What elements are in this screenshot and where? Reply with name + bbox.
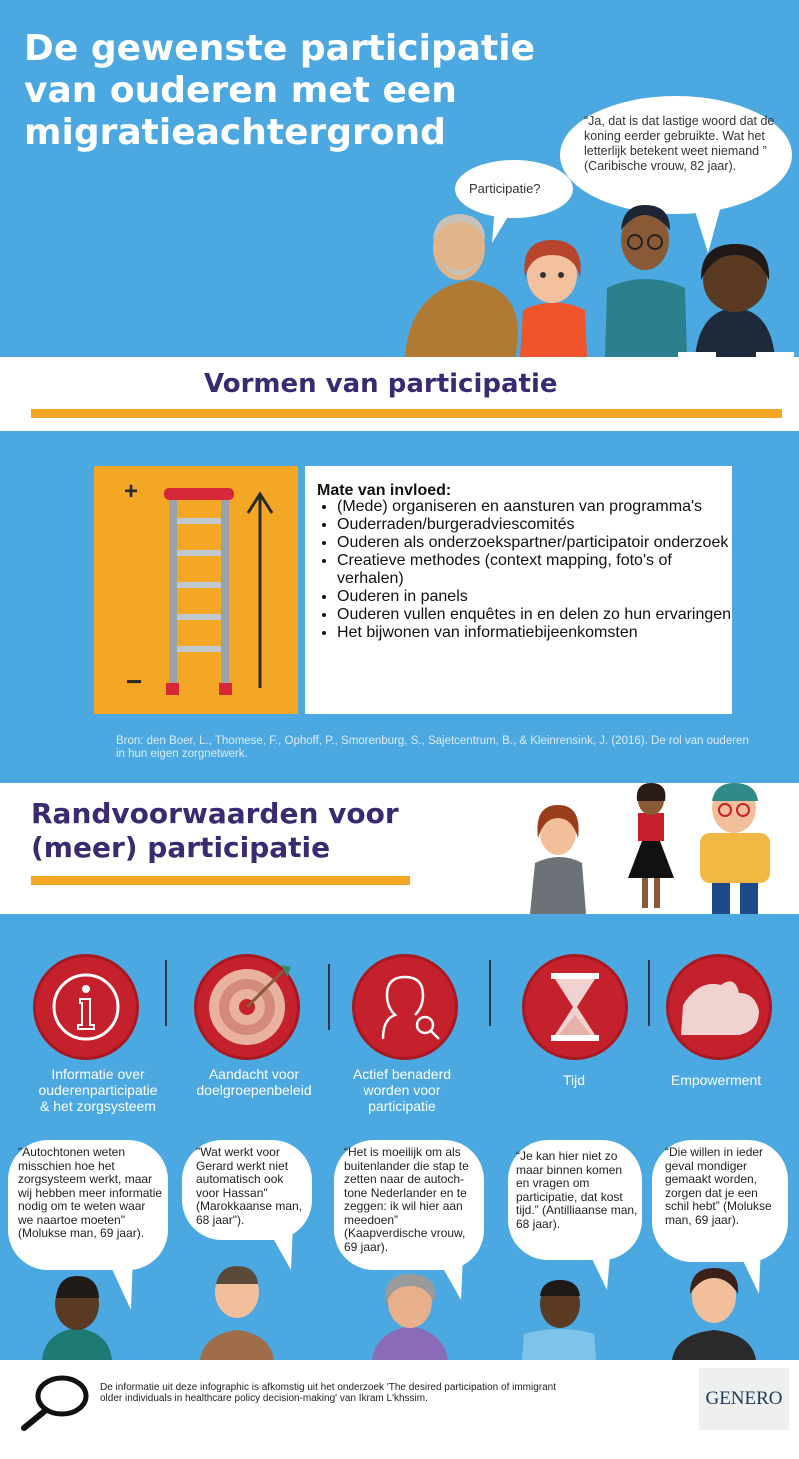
footer-text: De informatie uit deze infographic is afkomstig uit het onderzoek 'The desired participation of immigrant older individuals in healthcare policy decision-making' van Ikram L'khssim. <box>100 1382 557 1404</box>
genero-logo: GENERO <box>699 1368 789 1430</box>
condition-label: Informatie over ouderenparticipatie & het zorgsysteem <box>38 1066 158 1114</box>
section-conditions-heading <box>0 783 799 914</box>
title-line-3: migratieachtergrond <box>24 112 446 153</box>
list-item: • Creatieve methodes (context mapping, foto's of verhalen) <box>337 552 737 588</box>
quote-text: "Autochtonen weten misschien hoe het zorgsysteem werkt, maar wij hebben meer informatie nodig om te weten waar we naartoe moeten" (Molukse man, 69 jaar). <box>18 1145 163 1240</box>
conditions-section <box>0 914 799 1360</box>
muscle-icon <box>666 954 772 1060</box>
quote-text: “Het is moeilijk om als buitenlander die stap te zetten naar de autoch-tone Nederlander en te zeggen: ik wil hier aan meedoen” (Kaapverdische vrouw, 69 jaar). <box>344 1145 469 1254</box>
quote-text: "Wat werkt voor Gerard werkt niet automatisch ook voor Hassan" (Marokkaanse man, 68 jaar"). <box>196 1145 303 1227</box>
bubble-question-text: Participatie? <box>469 181 541 196</box>
heading-underline <box>31 876 410 885</box>
heading-underline <box>31 409 782 418</box>
ladder-panel <box>94 466 298 714</box>
people-illustration <box>520 783 790 914</box>
list-item: • (Mede) organiseren en aansturen van programma's <box>337 498 737 516</box>
person-search-icon <box>352 954 458 1060</box>
info-icon <box>33 954 139 1060</box>
plus-sign: + <box>124 478 139 505</box>
quote-text: “Die willen in ieder geval mondiger gemaakt worden, zorgen dat je een schil hebt” (Molukse man, 69 jaar). <box>665 1145 772 1227</box>
people-illustration <box>0 1254 799 1360</box>
bubble-quote-text: “Ja, dat is dat lastige woord dat de koning eerder gebruikte. Wat het letterlijk betekent weet niemand ” (Caribische vrouw, 82 jaar). <box>584 114 775 173</box>
list-item: • Ouderraden/burgeradviescomités <box>337 516 737 534</box>
section-heading <box>31 797 399 865</box>
list-item: • Ouderen in panels <box>337 588 737 606</box>
influence-list-panel <box>305 466 732 714</box>
divider <box>648 960 650 1026</box>
magnifier-icon <box>20 1372 90 1432</box>
hourglass-icon <box>522 954 628 1060</box>
list-item: • Ouderen als onderzoekspartner/participatoir onderzoek <box>337 534 737 552</box>
heading-line-1: Randvoorwaarden voor <box>31 797 399 830</box>
condition-label: Aandacht voor doelgroepenbeleid <box>196 1066 312 1098</box>
heading-line-2: (meer) participatie <box>31 831 331 864</box>
divider <box>328 964 330 1030</box>
section-forms-heading <box>0 357 799 431</box>
condition-label: Actief benaderd worden voor participatie <box>352 1066 452 1114</box>
section-heading: Vormen van participatie <box>204 369 558 399</box>
title-line-1: De gewenste participatie <box>24 28 535 69</box>
hero-section <box>0 0 799 357</box>
target-icon <box>194 954 300 1060</box>
source-citation: Bron: den Boer, L., Thomese, F., Ophoff, P., Smorenburg, S., Sajetcentrum, B., & Kleinrensink, J. (2016). De rol van ouderen in hun eigen zorgnetwerk. <box>116 735 749 760</box>
divider <box>489 960 491 1026</box>
influence-list <box>305 498 737 642</box>
condition-label: Tijd <box>562 1072 586 1088</box>
quote-text: “Je kan hier niet zo maar binnen komen en vragen om participatie, dat kost tijd.” (Antilliaanse man, 68 jaar). <box>516 1149 638 1231</box>
minus-sign: − <box>126 666 143 697</box>
condition-label: Empowerment <box>670 1072 762 1088</box>
footer <box>0 1360 799 1459</box>
divider <box>165 960 167 1026</box>
page-title <box>24 28 624 154</box>
ladder-icon <box>154 478 284 703</box>
list-item: • Het bijwonen van informatiebijeenkomsten <box>337 624 737 642</box>
list-title: Mate van invloed: <box>317 482 452 499</box>
title-line-2: van ouderen met een <box>24 70 457 111</box>
list-item: • Ouderen vullen enquêtes in en delen zo hun ervaringen <box>337 606 737 624</box>
people-illustration <box>395 200 799 357</box>
